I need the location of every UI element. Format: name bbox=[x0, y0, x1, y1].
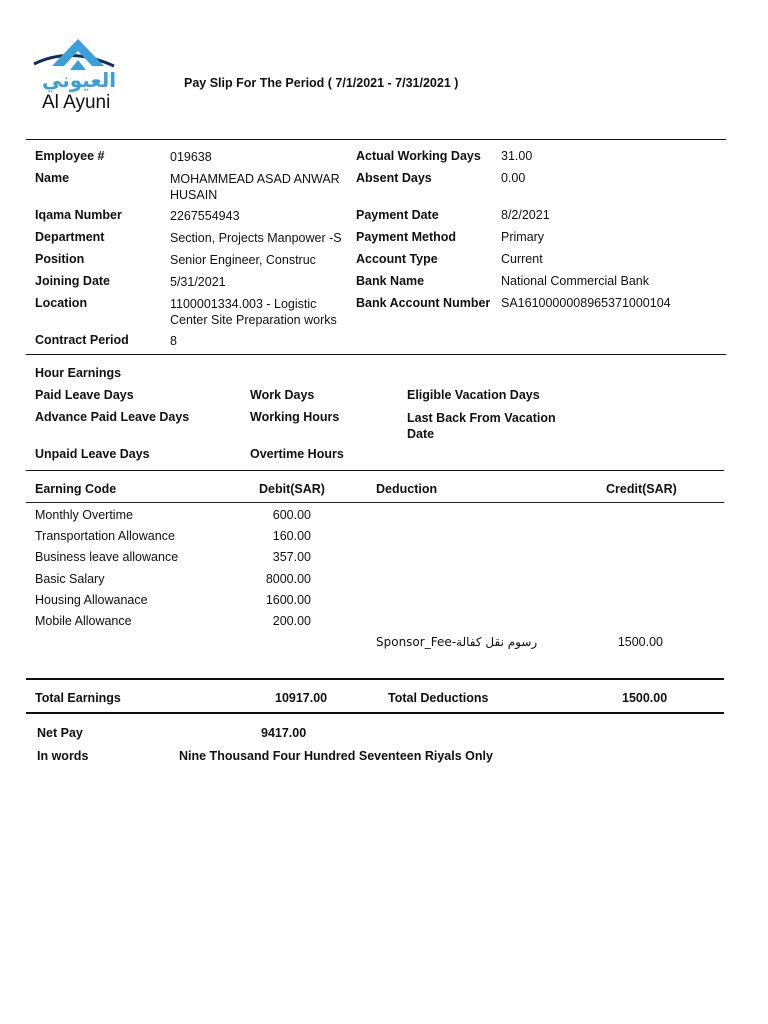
advance-paid-leave-days-label: Advance Paid Leave Days bbox=[35, 410, 190, 424]
unpaid-leave-days-label: Unpaid Leave Days bbox=[35, 447, 150, 461]
page-title: Pay Slip For The Period ( 7/1/2021 - 7/31/2021 ) bbox=[184, 76, 459, 90]
earning-name: Business leave allowance bbox=[35, 550, 179, 565]
employee-field-label: Actual Working Days bbox=[356, 149, 481, 163]
employee-field-value: 019638 bbox=[170, 150, 212, 164]
employee-field-value: 1100001334.003 - Logistic Center Site Preparation works bbox=[170, 297, 337, 327]
net-pay-label: Net Pay bbox=[37, 726, 83, 740]
working-hours-label: Working Hours bbox=[250, 410, 340, 424]
in-words-label: In words bbox=[37, 749, 89, 763]
earning-name: Basic Salary bbox=[35, 571, 105, 586]
earning-name: Mobile Allowance bbox=[35, 614, 132, 628]
divider bbox=[26, 470, 724, 471]
deduction-header: Deduction bbox=[376, 482, 438, 496]
deduction-amount: 1500.00 bbox=[617, 635, 663, 649]
total-earnings-value: 10917.00 bbox=[275, 691, 328, 705]
divider bbox=[26, 139, 726, 140]
employee-field-label: Iqama Number bbox=[35, 208, 122, 222]
earning-amount: 160.00 bbox=[272, 529, 311, 544]
employee-field-value: SA1610000008965371000104 bbox=[501, 296, 671, 310]
logo-name: Al Ayuni bbox=[42, 92, 111, 113]
employee-field-label: Payment Date bbox=[356, 208, 439, 222]
earning-amount: 8000.00 bbox=[265, 571, 311, 586]
employee-field-value: MOHAMMEAD ASAD ANWAR HUSAIN bbox=[170, 172, 340, 202]
overtime-hours-label: Overtime Hours bbox=[250, 447, 344, 461]
last-back-from-vacation-label: Last Back From Vacation Date bbox=[407, 411, 556, 441]
employee-field-label: Absent Days bbox=[356, 171, 432, 185]
work-days-label: Work Days bbox=[250, 388, 315, 402]
logo-arabic-text: العيوني bbox=[42, 68, 117, 92]
total-deductions-value: 1500.00 bbox=[622, 691, 668, 705]
hour-earnings-title: Hour Earnings bbox=[35, 366, 122, 380]
employee-field-label: Name bbox=[35, 171, 70, 185]
in-words-value: Nine Thousand Four Hundred Seventeen Riyals Only bbox=[179, 749, 493, 763]
employee-field-value: Senior Engineer, Construc bbox=[170, 253, 316, 267]
employee-field-label: Position bbox=[35, 252, 85, 266]
employee-field-label: Contract Period bbox=[35, 333, 129, 347]
employee-field-value: National Commercial Bank bbox=[501, 274, 649, 288]
employee-field-label: Payment Method bbox=[356, 230, 457, 244]
employee-field-value: 5/31/2021 bbox=[170, 275, 226, 289]
employee-field-label: Department bbox=[35, 230, 105, 244]
employee-field-value: 31.00 bbox=[501, 149, 533, 163]
deduction-name: Sponsor_Fee-رسوم نقل كفالة bbox=[376, 635, 538, 649]
employee-field-value: Primary bbox=[501, 230, 545, 244]
employee-field-value: 8/2/2021 bbox=[501, 208, 550, 222]
divider bbox=[26, 712, 724, 714]
total-deductions-label: Total Deductions bbox=[388, 691, 489, 705]
employee-field-label: Account Type bbox=[356, 252, 438, 266]
total-earnings-label: Total Earnings bbox=[35, 691, 121, 705]
earning-name: Housing Allowanace bbox=[35, 592, 148, 607]
earning-name: Monthly Overtime bbox=[35, 508, 133, 522]
credit-header: Credit(SAR) bbox=[606, 482, 677, 496]
eligible-vacation-days-label: Eligible Vacation Days bbox=[407, 388, 540, 402]
employee-field-value: 2267554943 bbox=[170, 209, 240, 223]
employee-field-value: Section, Projects Manpower -S bbox=[170, 231, 342, 245]
employee-field-value: 8 bbox=[170, 334, 177, 348]
debit-header: Debit(SAR) bbox=[259, 482, 325, 496]
company-logo bbox=[30, 36, 120, 116]
earning-name: Transportation Allowance bbox=[35, 529, 175, 544]
earning-code-header: Earning Code bbox=[35, 482, 117, 496]
paid-leave-days-label: Paid Leave Days bbox=[35, 388, 134, 402]
divider bbox=[26, 502, 724, 503]
employee-field-value: Current bbox=[501, 252, 543, 266]
earning-amount: 200.00 bbox=[272, 614, 311, 628]
employee-field-label: Location bbox=[35, 296, 88, 310]
earning-amount: 600.00 bbox=[272, 508, 311, 522]
employee-field-value: 0.00 bbox=[501, 171, 526, 185]
employee-field-label: Bank Name bbox=[356, 274, 425, 288]
net-pay-value: 9417.00 bbox=[261, 726, 307, 740]
employee-field-label: Employee # bbox=[35, 149, 105, 163]
divider bbox=[26, 678, 724, 680]
earning-amount: 357.00 bbox=[272, 550, 311, 565]
earning-amount: 1600.00 bbox=[265, 592, 311, 607]
employee-field-label: Bank Account Number bbox=[356, 296, 491, 310]
employee-field-label: Joining Date bbox=[35, 274, 111, 288]
divider bbox=[26, 354, 726, 355]
